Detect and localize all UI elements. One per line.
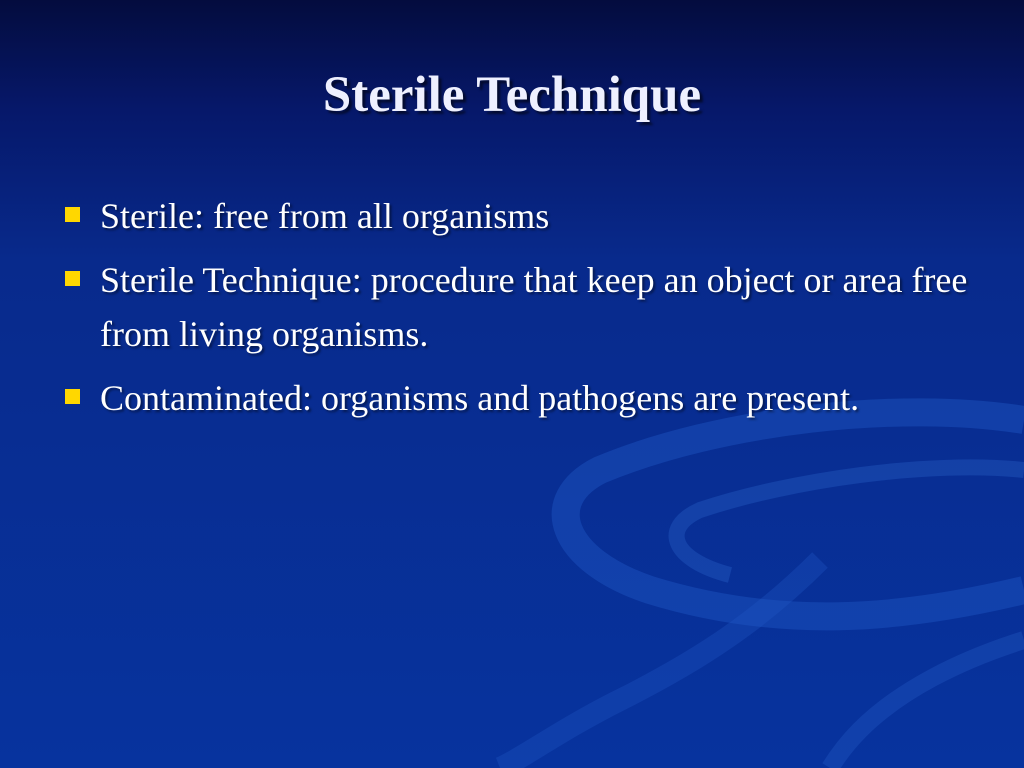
bullet-item xyxy=(62,189,982,243)
bullet-text: Sterile: free from all organisms xyxy=(100,196,550,236)
slide-title: Sterile Technique xyxy=(322,67,702,123)
bullet-item xyxy=(62,253,982,361)
square-bullet-icon xyxy=(65,389,80,404)
bullet-list xyxy=(62,189,982,435)
square-bullet-icon xyxy=(65,271,80,286)
square-bullet-icon xyxy=(65,207,80,222)
bullet-item xyxy=(62,371,982,425)
bullet-text: Contaminated: organisms and pathogens are present. xyxy=(100,378,860,418)
bullet-text: Sterile Technique: procedure that keep an object or area free from living organisms. xyxy=(100,260,968,354)
